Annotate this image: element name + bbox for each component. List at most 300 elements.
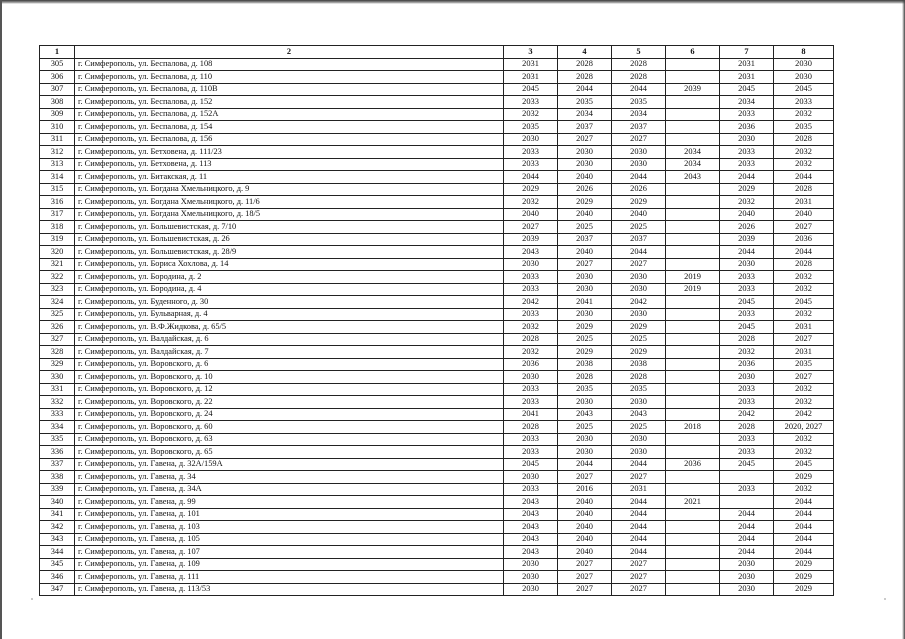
year-cell-8: 2032	[774, 158, 834, 171]
address-cell: г. Симферополь, ул. Гавена, д. 105	[75, 533, 504, 546]
table-row	[40, 571, 834, 584]
row-number-cell: 308	[40, 96, 75, 109]
year-cell-4: 2028	[558, 71, 612, 84]
table-row	[40, 471, 834, 484]
year-cell-4: 2040	[558, 521, 612, 534]
col-header: 1	[40, 46, 75, 59]
year-cell-6	[666, 558, 720, 571]
table-row	[40, 408, 834, 421]
row-number-cell: 312	[40, 146, 75, 159]
year-cell-6: 2018	[666, 421, 720, 434]
year-cell-5: 2034	[612, 108, 666, 121]
address-cell: г. Симферополь, ул. Гавена, д. 111	[75, 571, 504, 584]
year-cell-8: 2032	[774, 396, 834, 409]
year-cell-4: 2027	[558, 571, 612, 584]
year-cell-4: 2027	[558, 258, 612, 271]
table-row	[40, 508, 834, 521]
year-cell-7	[720, 471, 774, 484]
year-cell-6: 2019	[666, 283, 720, 296]
address-cell: г. Симферополь, ул. Буденного, д. 30	[75, 296, 504, 309]
year-cell-4: 2027	[558, 133, 612, 146]
year-cell-6	[666, 446, 720, 459]
year-cell-4: 2029	[558, 346, 612, 359]
year-cell-6	[666, 433, 720, 446]
table-row	[40, 446, 834, 459]
year-cell-6	[666, 208, 720, 221]
year-cell-5: 2025	[612, 221, 666, 234]
year-cell-7: 2042	[720, 408, 774, 421]
year-cell-3: 2043	[504, 546, 558, 559]
row-number-cell: 325	[40, 308, 75, 321]
year-cell-6: 2034	[666, 146, 720, 159]
row-number-cell: 345	[40, 558, 75, 571]
year-cell-5: 2030	[612, 308, 666, 321]
year-cell-7: 2028	[720, 421, 774, 434]
year-cell-4: 2028	[558, 371, 612, 384]
year-cell-8: 2042	[774, 408, 834, 421]
table-row	[40, 396, 834, 409]
row-number-cell: 331	[40, 383, 75, 396]
table-row	[40, 483, 834, 496]
year-cell-3: 2030	[504, 371, 558, 384]
year-cell-4: 2044	[558, 83, 612, 96]
row-number-cell: 322	[40, 271, 75, 284]
year-cell-5: 2031	[612, 483, 666, 496]
row-number-cell: 347	[40, 583, 75, 596]
year-cell-5: 2044	[612, 458, 666, 471]
table-row	[40, 321, 834, 334]
year-cell-4: 2016	[558, 483, 612, 496]
year-cell-3: 2043	[504, 533, 558, 546]
address-cell: г. Симферополь, ул. Бетховена, д. 113	[75, 158, 504, 171]
address-cell: г. Симферополь, ул. Воровского, д. 12	[75, 383, 504, 396]
address-cell: г. Симферополь, ул. Гавена, д. 109	[75, 558, 504, 571]
year-cell-4: 2044	[558, 458, 612, 471]
table-row	[40, 96, 834, 109]
year-cell-4: 2040	[558, 546, 612, 559]
address-cell: г. Симферополь, ул. Большевистская, д. 7/10	[75, 221, 504, 234]
row-number-cell: 309	[40, 108, 75, 121]
year-cell-3: 2031	[504, 58, 558, 71]
table-row	[40, 133, 834, 146]
table-row	[40, 146, 834, 159]
schedule-table	[39, 45, 834, 596]
year-cell-6	[666, 346, 720, 359]
year-cell-8: 2028	[774, 258, 834, 271]
year-cell-3: 2043	[504, 508, 558, 521]
address-cell: г. Симферополь, ул. Бульварная, д. 4	[75, 308, 504, 321]
year-cell-7: 2032	[720, 346, 774, 359]
row-number-cell: 328	[40, 346, 75, 359]
table-row	[40, 346, 834, 359]
address-cell: г. Симферополь, ул. Гавена, д. 34А	[75, 483, 504, 496]
year-cell-4: 2040	[558, 508, 612, 521]
address-cell: г. Симферополь, ул. Беспалова, д. 110В	[75, 83, 504, 96]
row-number-cell: 329	[40, 358, 75, 371]
year-cell-8: 2029	[774, 571, 834, 584]
year-cell-8: 2028	[774, 133, 834, 146]
table-row	[40, 108, 834, 121]
year-cell-3: 2028	[504, 421, 558, 434]
year-cell-7: 2030	[720, 133, 774, 146]
address-cell: г. Симферополь, ул. Бориса Хохлова, д. 14	[75, 258, 504, 271]
year-cell-6	[666, 471, 720, 484]
year-cell-4: 2027	[558, 471, 612, 484]
row-number-cell: 334	[40, 421, 75, 434]
year-cell-8: 2045	[774, 83, 834, 96]
year-cell-6: 2019	[666, 271, 720, 284]
year-cell-6: 2036	[666, 458, 720, 471]
year-cell-4: 2029	[558, 196, 612, 209]
year-cell-4: 2028	[558, 58, 612, 71]
year-cell-6	[666, 183, 720, 196]
col-header: 8	[774, 46, 834, 59]
table-row	[40, 58, 834, 71]
year-cell-4: 2037	[558, 121, 612, 134]
year-cell-6	[666, 396, 720, 409]
year-cell-5: 2030	[612, 433, 666, 446]
year-cell-5: 2028	[612, 58, 666, 71]
year-cell-8: 2035	[774, 358, 834, 371]
year-cell-4: 2029	[558, 321, 612, 334]
year-cell-7: 2033	[720, 271, 774, 284]
col-header: 4	[558, 46, 612, 59]
scan-edge-top	[0, 0, 905, 4]
year-cell-4: 2030	[558, 146, 612, 159]
year-cell-5: 2030	[612, 396, 666, 409]
row-number-cell: 323	[40, 283, 75, 296]
row-number-cell: 319	[40, 233, 75, 246]
year-cell-3: 2039	[504, 233, 558, 246]
table-row	[40, 283, 834, 296]
year-cell-8: 2032	[774, 483, 834, 496]
year-cell-7: 2045	[720, 296, 774, 309]
year-cell-7: 2036	[720, 121, 774, 134]
table-row	[40, 583, 834, 596]
row-number-cell: 342	[40, 521, 75, 534]
address-cell: г. Симферополь, ул. Беспалова, д. 108	[75, 58, 504, 71]
table-row	[40, 121, 834, 134]
year-cell-3: 2045	[504, 458, 558, 471]
year-cell-5: 2038	[612, 358, 666, 371]
year-cell-7: 2026	[720, 221, 774, 234]
year-cell-7: 2030	[720, 571, 774, 584]
year-cell-6	[666, 233, 720, 246]
year-cell-8: 2029	[774, 583, 834, 596]
row-number-cell: 330	[40, 371, 75, 384]
year-cell-8: 2030	[774, 71, 834, 84]
year-cell-4: 2025	[558, 221, 612, 234]
year-cell-3: 2040	[504, 208, 558, 221]
year-cell-6	[666, 58, 720, 71]
year-cell-5: 2027	[612, 133, 666, 146]
address-cell: г. Симферополь, ул. Бородина, д. 2	[75, 271, 504, 284]
year-cell-3: 2032	[504, 196, 558, 209]
address-cell: г. Симферополь, ул. Беспалова, д. 156	[75, 133, 504, 146]
year-cell-3: 2032	[504, 108, 558, 121]
col-header: 3	[504, 46, 558, 59]
year-cell-4: 2043	[558, 408, 612, 421]
row-number-cell: 338	[40, 471, 75, 484]
year-cell-4: 2037	[558, 233, 612, 246]
year-cell-8: 2044	[774, 508, 834, 521]
table-row	[40, 383, 834, 396]
address-cell: г. Симферополь, ул. Воровского, д. 10	[75, 371, 504, 384]
table-row	[40, 158, 834, 171]
year-cell-5: 2026	[612, 183, 666, 196]
year-cell-3: 2033	[504, 308, 558, 321]
year-cell-8: 2029	[774, 558, 834, 571]
year-cell-5: 2027	[612, 571, 666, 584]
year-cell-4: 2030	[558, 308, 612, 321]
address-cell: г. Симферополь, ул. Большевистская, д. 28/9	[75, 246, 504, 259]
scan-edge-left	[0, 0, 2, 639]
year-cell-8: 2032	[774, 433, 834, 446]
year-cell-5: 2028	[612, 371, 666, 384]
year-cell-7: 2033	[720, 146, 774, 159]
year-cell-7: 2033	[720, 446, 774, 459]
table-row	[40, 208, 834, 221]
address-cell: г. Симферополь, ул. Гавена, д. 99	[75, 496, 504, 509]
address-cell: г. Симферополь, ул. Воровского, д. 6	[75, 358, 504, 371]
table-row	[40, 258, 834, 271]
row-number-cell: 321	[40, 258, 75, 271]
year-cell-4: 2030	[558, 283, 612, 296]
scan-speck	[884, 598, 886, 600]
year-cell-7: 2032	[720, 196, 774, 209]
year-cell-7: 2030	[720, 371, 774, 384]
year-cell-7: 2033	[720, 383, 774, 396]
year-cell-4: 2041	[558, 296, 612, 309]
row-number-cell: 307	[40, 83, 75, 96]
year-cell-7: 2033	[720, 396, 774, 409]
year-cell-5: 2042	[612, 296, 666, 309]
address-cell: г. Симферополь, ул. Большевистская, д. 26	[75, 233, 504, 246]
year-cell-3: 2032	[504, 321, 558, 334]
year-cell-3: 2030	[504, 258, 558, 271]
year-cell-8: 2030	[774, 58, 834, 71]
row-number-cell: 339	[40, 483, 75, 496]
row-number-cell: 324	[40, 296, 75, 309]
year-cell-4: 2025	[558, 421, 612, 434]
year-cell-8: 2044	[774, 171, 834, 184]
year-cell-5: 2035	[612, 383, 666, 396]
year-cell-5: 2035	[612, 96, 666, 109]
year-cell-5: 2044	[612, 521, 666, 534]
year-cell-8: 2020, 2027	[774, 421, 834, 434]
year-cell-3: 2030	[504, 583, 558, 596]
year-cell-4: 2030	[558, 446, 612, 459]
table-row	[40, 533, 834, 546]
year-cell-3: 2036	[504, 358, 558, 371]
year-cell-4: 2038	[558, 358, 612, 371]
col-header: 6	[666, 46, 720, 59]
year-cell-5: 2025	[612, 333, 666, 346]
year-cell-8: 2036	[774, 233, 834, 246]
row-number-cell: 306	[40, 71, 75, 84]
year-cell-7: 2030	[720, 583, 774, 596]
year-cell-6	[666, 246, 720, 259]
year-cell-3: 2033	[504, 446, 558, 459]
year-cell-3: 2043	[504, 246, 558, 259]
year-cell-5: 2030	[612, 158, 666, 171]
year-cell-6	[666, 583, 720, 596]
year-cell-3: 2033	[504, 383, 558, 396]
table-row	[40, 458, 834, 471]
year-cell-4: 2040	[558, 533, 612, 546]
address-cell: г. Симферополь, ул. Гавена, д. 34	[75, 471, 504, 484]
table-row	[40, 333, 834, 346]
year-cell-3: 2033	[504, 158, 558, 171]
year-cell-4: 2030	[558, 158, 612, 171]
year-cell-7: 2040	[720, 208, 774, 221]
address-cell: г. Симферополь, ул. Беспалова, д. 152А	[75, 108, 504, 121]
year-cell-3: 2030	[504, 558, 558, 571]
year-cell-7: 2033	[720, 283, 774, 296]
year-cell-8: 2044	[774, 246, 834, 259]
year-cell-8: 2032	[774, 283, 834, 296]
year-cell-5: 2029	[612, 196, 666, 209]
row-number-cell: 305	[40, 58, 75, 71]
year-cell-6	[666, 96, 720, 109]
year-cell-3: 2033	[504, 396, 558, 409]
table-row	[40, 308, 834, 321]
address-cell: г. Симферополь, ул. Гавена, д. 101	[75, 508, 504, 521]
row-number-cell: 316	[40, 196, 75, 209]
year-cell-8: 2032	[774, 308, 834, 321]
year-cell-7: 2033	[720, 308, 774, 321]
row-number-cell: 344	[40, 546, 75, 559]
row-number-cell: 343	[40, 533, 75, 546]
address-cell: г. Симферополь, ул. Валдайская, д. 6	[75, 333, 504, 346]
year-cell-3: 2033	[504, 96, 558, 109]
year-cell-5: 2029	[612, 321, 666, 334]
address-cell: г. Симферополь, ул. Гавена, д. 103	[75, 521, 504, 534]
year-cell-7: 2030	[720, 258, 774, 271]
year-cell-5: 2029	[612, 346, 666, 359]
address-cell: г. Симферополь, ул. Воровского, д. 24	[75, 408, 504, 421]
year-cell-4: 2027	[558, 583, 612, 596]
year-cell-7: 2045	[720, 83, 774, 96]
col-header: 7	[720, 46, 774, 59]
year-cell-5: 2044	[612, 83, 666, 96]
year-cell-3: 2033	[504, 283, 558, 296]
year-cell-6	[666, 296, 720, 309]
year-cell-6	[666, 196, 720, 209]
year-cell-4: 2025	[558, 333, 612, 346]
year-cell-3: 2042	[504, 296, 558, 309]
year-cell-6: 2021	[666, 496, 720, 509]
year-cell-8: 2044	[774, 533, 834, 546]
year-cell-5: 2027	[612, 258, 666, 271]
year-cell-8: 2044	[774, 496, 834, 509]
year-cell-6: 2039	[666, 83, 720, 96]
year-cell-5: 2044	[612, 546, 666, 559]
header-row	[40, 46, 834, 59]
table-row	[40, 421, 834, 434]
table-row	[40, 171, 834, 184]
year-cell-7: 2033	[720, 158, 774, 171]
row-number-cell: 314	[40, 171, 75, 184]
year-cell-3: 2041	[504, 408, 558, 421]
col-header: 2	[75, 46, 504, 59]
address-cell: г. Симферополь, ул. Бородина, д. 4	[75, 283, 504, 296]
year-cell-6: 2034	[666, 158, 720, 171]
year-cell-7: 2031	[720, 71, 774, 84]
year-cell-6	[666, 383, 720, 396]
row-number-cell: 313	[40, 158, 75, 171]
row-number-cell: 341	[40, 508, 75, 521]
year-cell-6	[666, 521, 720, 534]
year-cell-3: 2032	[504, 346, 558, 359]
table-row	[40, 496, 834, 509]
year-cell-8: 2044	[774, 546, 834, 559]
row-number-cell: 340	[40, 496, 75, 509]
address-cell: г. Симферополь, ул. Богдана Хмельницкого, д. 18/5	[75, 208, 504, 221]
row-number-cell: 326	[40, 321, 75, 334]
row-number-cell: 320	[40, 246, 75, 259]
table-row	[40, 271, 834, 284]
table-row	[40, 83, 834, 96]
row-number-cell: 317	[40, 208, 75, 221]
address-cell: г. Симферополь, ул. Воровского, д. 22	[75, 396, 504, 409]
year-cell-5: 2030	[612, 283, 666, 296]
table-body	[40, 58, 834, 596]
row-number-cell: 335	[40, 433, 75, 446]
year-cell-8: 2044	[774, 521, 834, 534]
year-cell-5: 2027	[612, 558, 666, 571]
year-cell-8: 2031	[774, 321, 834, 334]
year-cell-6	[666, 133, 720, 146]
year-cell-3: 2033	[504, 146, 558, 159]
table-row	[40, 71, 834, 84]
table-row	[40, 183, 834, 196]
year-cell-7: 2044	[720, 521, 774, 534]
row-number-cell: 327	[40, 333, 75, 346]
year-cell-7: 2034	[720, 96, 774, 109]
table-row	[40, 221, 834, 234]
col-header: 5	[612, 46, 666, 59]
year-cell-6	[666, 408, 720, 421]
year-cell-7: 2045	[720, 321, 774, 334]
year-cell-8: 2032	[774, 271, 834, 284]
year-cell-6	[666, 108, 720, 121]
year-cell-5: 2028	[612, 71, 666, 84]
year-cell-6	[666, 258, 720, 271]
year-cell-7: 2044	[720, 246, 774, 259]
year-cell-3: 2030	[504, 471, 558, 484]
year-cell-5: 2025	[612, 421, 666, 434]
address-cell: г. Симферополь, ул. Валдайская, д. 7	[75, 346, 504, 359]
year-cell-4: 2040	[558, 171, 612, 184]
row-number-cell: 310	[40, 121, 75, 134]
year-cell-5: 2030	[612, 271, 666, 284]
year-cell-8: 2027	[774, 221, 834, 234]
year-cell-5: 2030	[612, 146, 666, 159]
year-cell-7: 2044	[720, 508, 774, 521]
address-cell: г. Симферополь, ул. Гавена, д. 113/53	[75, 583, 504, 596]
year-cell-7: 2044	[720, 546, 774, 559]
table-row	[40, 196, 834, 209]
year-cell-8: 2027	[774, 371, 834, 384]
year-cell-8: 2032	[774, 146, 834, 159]
address-cell: г. Симферополь, ул. Богдана Хмельницкого, д. 11/6	[75, 196, 504, 209]
address-cell: г. Симферополь, ул. Богдана Хмельницкого, д. 9	[75, 183, 504, 196]
row-number-cell: 336	[40, 446, 75, 459]
year-cell-5: 2044	[612, 508, 666, 521]
year-cell-8: 2033	[774, 96, 834, 109]
year-cell-7: 2029	[720, 183, 774, 196]
